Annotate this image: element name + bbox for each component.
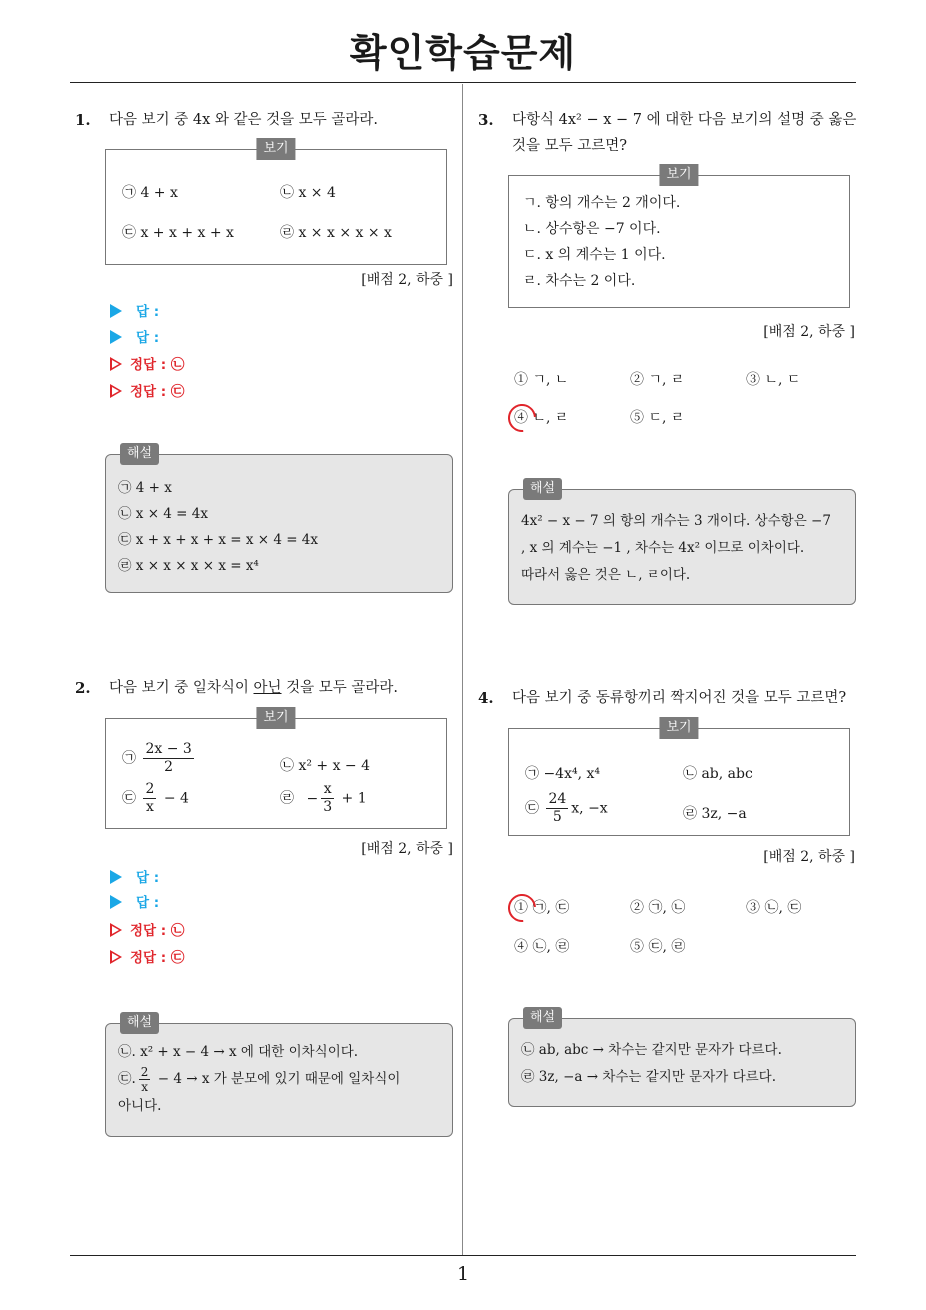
example-item: ㉡ x² + x − 4 xyxy=(280,758,371,774)
footer-rule xyxy=(70,1255,856,1256)
problem-3 xyxy=(478,107,863,607)
example-item: ㉡ ab, abc xyxy=(683,766,753,782)
example-box xyxy=(508,720,850,836)
explanation-box xyxy=(105,1015,453,1137)
explanation-box xyxy=(508,481,856,605)
explanation-line: 아니다. xyxy=(118,1098,162,1114)
problem-number: 4. xyxy=(478,689,494,707)
choice-option[interactable]: ① ㄱ, ㄴ xyxy=(514,372,569,388)
problem-number: 2. xyxy=(75,679,91,697)
explanation-box xyxy=(105,446,453,593)
explanation-line: 따라서 옳은 것은 ㄴ, ㄹ이다. xyxy=(521,567,691,583)
play-icon xyxy=(110,304,122,318)
example-item: ㉢ $\frac{2}{x}$ − 4 xyxy=(122,781,189,815)
explanation-label: 해설 xyxy=(120,443,159,465)
problem-4 xyxy=(478,685,863,1115)
explanation-line: ㉣ x × x × x × x = x⁴ xyxy=(118,558,259,574)
column-divider xyxy=(462,84,463,1256)
correct-answer: 정답 : ㉢ xyxy=(110,945,184,971)
explanation-line: 4x² − x − 7 의 항의 개수는 3 개이다. 상수항은 −7 xyxy=(521,513,831,529)
choice-option-selected[interactable]: ④ ㄴ, ㄹ xyxy=(514,410,569,426)
explanation-line: ㉢. $\frac{2}{x}$ − 4 → x 가 분모에 있기 때문에 일차식이 xyxy=(118,1065,401,1094)
example-item: ㉡ x × 4 xyxy=(280,185,336,201)
question-text: 다음 보기 중 4x 와 같은 것을 모두 골라라. xyxy=(109,112,378,128)
explanation-label: 해설 xyxy=(523,478,562,500)
example-box xyxy=(508,167,850,308)
question-text: 다음 보기 중 일차식이 아닌 것을 모두 골라라. xyxy=(109,680,399,696)
explanation-box xyxy=(508,1010,856,1107)
play-icon xyxy=(110,870,122,884)
correct-answer: 정답 : ㉢ xyxy=(110,379,184,405)
problem-1 xyxy=(75,107,455,597)
example-label: 보기 xyxy=(256,138,295,160)
explanation-label: 해설 xyxy=(120,1012,159,1034)
example-item: ㉠ −4x⁴, x⁴ xyxy=(525,766,601,782)
example-item: ㉠ $\frac{2x - 3}{2}$ xyxy=(122,741,192,775)
problem-number: 1. xyxy=(75,111,91,129)
choice-option[interactable]: ③ ㄴ, ㄷ xyxy=(746,372,801,388)
question-text: 다음 보기 중 동류항끼리 짝지어진 것을 모두 고르면? xyxy=(512,690,847,706)
outline-triangle-icon xyxy=(110,384,122,398)
answer-line: 답 : xyxy=(110,865,159,891)
example-item: ㉠ 4 + x xyxy=(122,185,178,201)
explanation-line: ㉡. x² + x − 4 → x 에 대한 이차식이다. xyxy=(118,1044,359,1060)
choice-option[interactable]: ⑤ ㉢, ㉣ xyxy=(630,939,686,955)
example-label: 보기 xyxy=(659,717,698,739)
example-label: 보기 xyxy=(256,707,295,729)
problem-2 xyxy=(75,675,455,1145)
choice-option[interactable]: ② ㄱ, ㄹ xyxy=(630,372,685,388)
choice-option[interactable]: ⑤ ㄷ, ㄹ xyxy=(630,410,685,426)
example-item: ㉣ 3z, −a xyxy=(683,806,747,822)
example-box xyxy=(105,710,447,829)
example-item: ㄱ. 항의 개수는 2 개이다. xyxy=(523,195,681,211)
choice-option-selected[interactable]: ① ㉠, ㉢ xyxy=(514,900,570,916)
answer-line: 답 : xyxy=(110,325,159,351)
choice-option[interactable]: ③ ㉡, ㉢ xyxy=(746,900,802,916)
outline-triangle-icon xyxy=(110,950,122,964)
example-item: ㉣ x × x × x × x xyxy=(280,225,392,241)
example-item: ㄹ. 차수는 2 이다. xyxy=(523,273,636,289)
example-item: ㉢ $\frac{24}{5}$ x, −x xyxy=(525,791,608,825)
score-label: [배점 2, 하중 ] xyxy=(361,841,453,857)
problem-number: 3. xyxy=(478,111,494,129)
outline-triangle-icon xyxy=(110,357,122,371)
correct-answer: 정답 : ㉡ xyxy=(110,352,184,378)
score-label: [배점 2, 하중 ] xyxy=(361,272,453,288)
example-item: ㄴ. 상수항은 −7 이다. xyxy=(523,221,661,237)
explanation-line: ㉣ 3z, −a → 차수는 같지만 문자가 다르다. xyxy=(521,1069,776,1085)
example-box xyxy=(105,141,447,265)
example-item: ㉣ − $\frac{x}{3}$ + 1 xyxy=(280,781,367,815)
page-title: 확인학습문제 xyxy=(349,31,577,75)
explanation-line: ㉡ x × 4 = 4x xyxy=(118,506,208,522)
page-number: 1 xyxy=(456,1263,470,1285)
outline-triangle-icon xyxy=(110,923,122,937)
score-label: [배점 2, 하중 ] xyxy=(763,324,855,340)
explanation-label: 해설 xyxy=(523,1007,562,1029)
answer-line: 답 : xyxy=(110,890,159,916)
play-icon xyxy=(110,330,122,344)
score-label: [배점 2, 하중 ] xyxy=(763,849,855,865)
choice-option[interactable]: ④ ㉡, ㉣ xyxy=(514,939,570,955)
explanation-line: ㉠ 4 + x xyxy=(118,480,172,496)
explanation-line: ㉢ x + x + x + x = x × 4 = 4x xyxy=(118,532,319,548)
example-label: 보기 xyxy=(659,164,698,186)
question-text: 다항식 4x² − x − 7 에 대한 다음 보기의 설명 중 옳은 것을 모두 고르면? xyxy=(512,112,857,154)
explanation-line: , x 의 계수는 −1 , 차수는 4x² 이므로 이차이다. xyxy=(521,540,805,556)
play-icon xyxy=(110,895,122,909)
answer-line: 답 : xyxy=(110,299,159,325)
example-item: ㄷ. x 의 계수는 1 이다. xyxy=(523,247,666,263)
explanation-line: ㉡ ab, abc → 차수는 같지만 문자가 다르다. xyxy=(521,1042,782,1058)
header-rule xyxy=(70,82,856,83)
correct-answer: 정답 : ㉡ xyxy=(110,918,184,944)
choice-option[interactable]: ② ㉠, ㉡ xyxy=(630,900,686,916)
example-item: ㉢ x + x + x + x xyxy=(122,225,234,241)
